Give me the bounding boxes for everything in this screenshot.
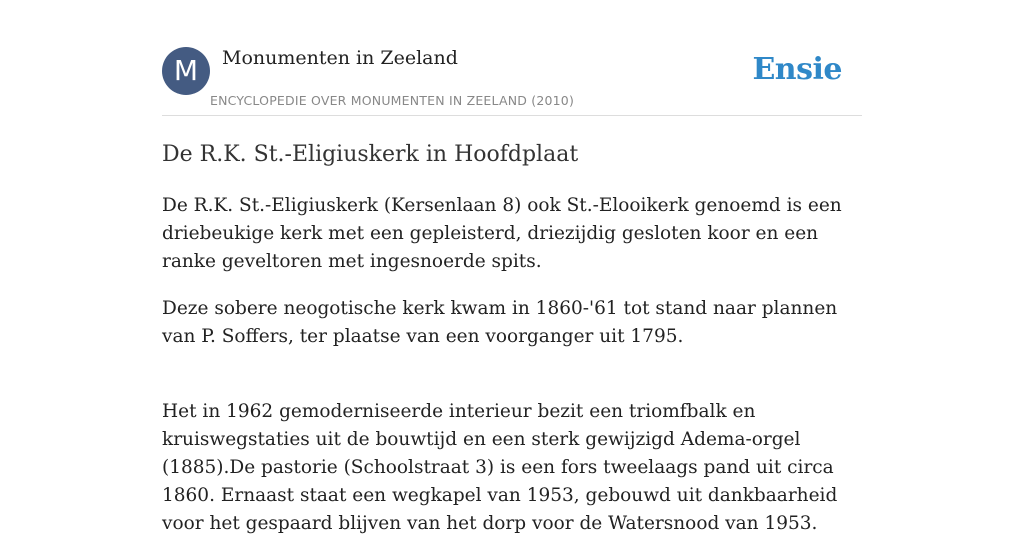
paragraph: Deze sobere neogotische kerk kwam in 1860-'61 tot stand naar plannen van P. Soffers, ter plaatse van een voorganger uit 1795. [162, 298, 838, 347]
book-avatar[interactable]: M [162, 47, 210, 95]
paragraph: Het in 1962 gemoderniseerde interieur bezit een triomfbalk en kruiswegstaties uit de bouwtijd en een sterk gewijzigd Adema-orgel (1885).De pastorie (Schoolstraat 3) is een fors tweelaags pand uit circa 1860. Ernaast staat een wegkapel van 1953, gebouwd uit dankbaarheid voor het gespaard blijven van het dorp voor de Watersnood van 1953. [162, 401, 838, 534]
article-title: De R.K. St.-Eligiuskerk in Hoofdplaat [162, 142, 579, 167]
book-title-link[interactable]: Monumenten in Zeeland [222, 47, 458, 69]
article-body [162, 192, 862, 557]
book-subtitle: ENCYCLOPEDIE OVER MONUMENTEN IN ZEELAND (2010) [210, 93, 575, 108]
paragraph: De R.K. St.-Eligiuskerk (Kersenlaan 8) ook St.-Elooikerk genoemd is een driebeukige kerk met een gepleisterd, driezijdig gesloten koor en een ranke geveltoren met ingesnoerde spits. [162, 195, 842, 272]
header [162, 46, 862, 116]
ensie-logo[interactable]: Ensie [752, 52, 842, 87]
paragraph-spacer [162, 370, 862, 398]
